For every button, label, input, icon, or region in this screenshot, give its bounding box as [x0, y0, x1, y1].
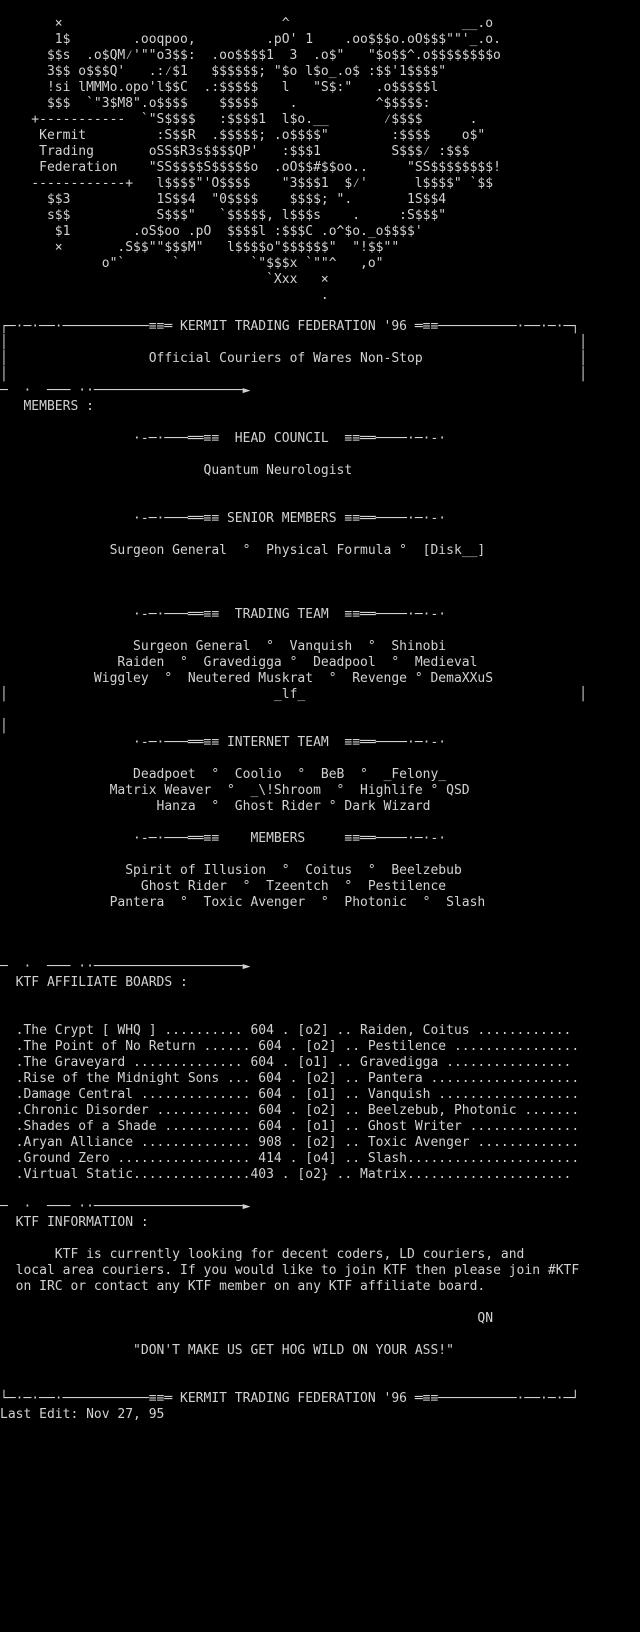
document-line [0, 495, 640, 511]
logo-line: $1 .oS$oo .pO $$$$l :$$$C .o^$o._o$$$$' [0, 224, 423, 239]
logo-line: o"` ` `"$$$x `""^ ,o" [0, 256, 384, 271]
document-line [0, 751, 640, 767]
document-line: Pantera ° Toxic Avenger ° Photonic ° Slash [0, 895, 486, 910]
logo-line: × .S$$""$$$M" l$$$$o"$$$$$$" "!$$"" [0, 240, 400, 255]
document-line: .The Crypt [ WHQ ] .......... 604 . [o2] .. Raiden, Coitus ............ [0, 1023, 572, 1038]
document-line: │ Official Couriers of Wares Non-Stop │ [0, 351, 587, 366]
logo-line: $$3 1S$$4 "0$$$$ $$$$; ". 1S$$4 [0, 192, 447, 207]
document-line [0, 1231, 640, 1247]
logo-line: Kermit :S$$R .$$$$$; .o$$$$" :$$$$ o$" [0, 128, 486, 143]
document-line [0, 527, 640, 543]
document-line: QN [0, 1311, 494, 1326]
document-line [0, 479, 640, 495]
document-line: ·-─·───══≡≡ HEAD COUNCIL ≡≡══────·─·-· [0, 431, 447, 446]
document-line [0, 1007, 640, 1023]
document-line [0, 991, 640, 1007]
document-line: .Damage Central .............. 604 . [o1] .. Vanquish .................. [0, 1087, 580, 1102]
document-line [0, 815, 640, 831]
document-line [0, 1327, 640, 1343]
document-line: Spirit of Illusion ° Coitus ° Beelzebub [0, 863, 462, 878]
document-line [0, 847, 640, 863]
document-line [0, 447, 640, 463]
document-line: Raiden ° Gravedigga ° Deadpool ° Medieval [0, 655, 478, 670]
logo-line: $$$ `"3$M8".o$$$$ $$$$$ . ^$$$$$: [0, 96, 431, 111]
document-line: .Virtual Static...............403 . [o2} .. Matrix..................... [0, 1167, 572, 1182]
document-line: ─ · ─── ··───────────────────► [0, 383, 251, 398]
document-line [0, 927, 640, 943]
document-line: .Ground Zero ................. 414 . [o4] .. Slash...................... [0, 1151, 580, 1166]
document-line: KTF AFFILIATE BOARDS : [0, 975, 188, 990]
document-line: KTF is currently looking for decent coders, LD couriers, and [0, 1247, 525, 1262]
document-line: └─·─·──·───────────≡≡═ KERMIT TRADING FEDERATION '96 ═≡≡──────────·──·─·─┘ [0, 1391, 580, 1406]
logo-line: ------------+ l$$$$"'O$$$$ "3$$$1 $⁄' l$$$$" `$$ [0, 176, 494, 191]
document-line: .Rise of the Midnight Sons ... 604 . [o2] .. Pantera ................... [0, 1071, 580, 1086]
logo-line: `Xxx × [0, 272, 329, 287]
document-line: Surgeon General ° Physical Formula ° [Disk__] [0, 543, 486, 558]
document-line: ─ · ─── ··───────────────────► [0, 959, 251, 974]
document-line: │ │ [0, 367, 587, 382]
document-line: ·-─·───══≡≡ TRADING TEAM ≡≡══────·─·-· [0, 607, 447, 622]
document-line: │ [0, 719, 8, 734]
logo-line: Federation "SS$$$$S$$$$$o .oO$$#$$oo.. "SS$$$$$$$$! [0, 160, 501, 175]
document-line: │ _lf_ │ [0, 687, 587, 702]
document-line: MEMBERS : [0, 399, 94, 414]
logo-line: × ^ __.o [0, 16, 494, 31]
document-line: │ │ [0, 335, 587, 350]
document-line: ─ · ─── ··───────────────────► [0, 1199, 251, 1214]
document-line: .The Graveyard .............. 604 . [o1] .. Gravedigga ................ [0, 1055, 572, 1070]
document-line [0, 911, 640, 927]
document-line: ┌─·─·──·───────────≡≡═ KERMIT TRADING FEDERATION '96 ═≡≡──────────·──·─·─┐ [0, 319, 580, 334]
logo-line: 3$$ o$$$Q' .:⁄$1 $$$$$$; "$o l$o_.o$ :$$'1$$$$" [0, 64, 447, 79]
document-line: .Aryan Alliance .............. 908 . [o2] .. Toxic Avenger ............. [0, 1135, 580, 1150]
document-line [0, 559, 640, 575]
logo-line: !si lMMMo.opo'l$$C .:$$$$$ l "S$:" .o$$$$$l [0, 80, 439, 95]
document-line [0, 1295, 640, 1311]
ktf-ansi-logo [0, 16, 501, 304]
document-line: KTF INFORMATION : [0, 1215, 149, 1230]
document-line: Ghost Rider ° Tzeentch ° Pestilence [0, 879, 447, 894]
document-line [0, 1183, 640, 1199]
document-line [0, 1359, 640, 1375]
document-line [0, 591, 640, 607]
document-line: ·-─·───══≡≡ SENIOR MEMBERS ≡≡══────·─·-· [0, 511, 447, 526]
document-line: Deadpoet ° Coolio ° BeB ° _Felony_ [0, 767, 447, 782]
document-line: Wiggley ° Neutered Muskrat ° Revenge ° DemaXXuS [0, 671, 494, 686]
document-line: Matrix Weaver ° _\!Shroom ° Highlife ° QSD [0, 783, 470, 798]
document-line: ·-─·───══≡≡ MEMBERS ≡≡══────·─·-· [0, 831, 447, 846]
document-line: local area couriers. If you would like to join KTF then please join #KTF [0, 1263, 580, 1278]
logo-line: $$s .o$QM⁄'""o3$$: .oo$$$$1 3 .o$" "$o$$^.o$$$$$$$$o [0, 48, 501, 63]
document-line [0, 943, 640, 959]
nfo-document [0, 319, 640, 1423]
document-line: Quantum Neurologist [0, 463, 353, 478]
logo-line: Trading oSS$R3s$$$$QP' :$$$1 S$$$⁄ :$$$ [0, 144, 470, 159]
document-line [0, 575, 640, 591]
document-line: ·-─·───══≡≡ INTERNET TEAM ≡≡══────·─·-· [0, 735, 447, 750]
document-line: on IRC or contact any KTF member on any KTF affiliate board. [0, 1279, 486, 1294]
document-line: Surgeon General ° Vanquish ° Shinobi [0, 639, 447, 654]
logo-line: s$$ S$$$" `$$$$$, l$$$s . :S$$$" [0, 208, 447, 223]
document-line [0, 415, 640, 431]
document-line: .The Point of No Return ...... 604 . [o2] .. Pestilence ................ [0, 1039, 580, 1054]
logo-line: 1$ .ooqpoo, .pO' 1 .oo$$$o.oO$$$""'_.o. [0, 32, 501, 47]
logo-line: +----------- `"S$$$$ :$$$$1 l$o.__ ⁄$$$$ . [0, 112, 478, 127]
document-line: Hanza ° Ghost Rider ° Dark Wizard [0, 799, 431, 814]
document-line [0, 703, 640, 719]
logo-line: . [0, 288, 329, 303]
document-line: Last Edit: Nov 27, 95 [0, 1407, 165, 1422]
document-line [0, 623, 640, 639]
document-line [0, 1375, 640, 1391]
document-line: "DON'T MAKE US GET HOG WILD ON YOUR ASS!" [0, 1343, 454, 1358]
document-line: .Chronic Disorder ............ 604 . [o2] .. Beelzebub, Photonic ....... [0, 1103, 580, 1118]
document-line: .Shades of a Shade ........... 604 . [o1] .. Ghost Writer .............. [0, 1119, 580, 1134]
